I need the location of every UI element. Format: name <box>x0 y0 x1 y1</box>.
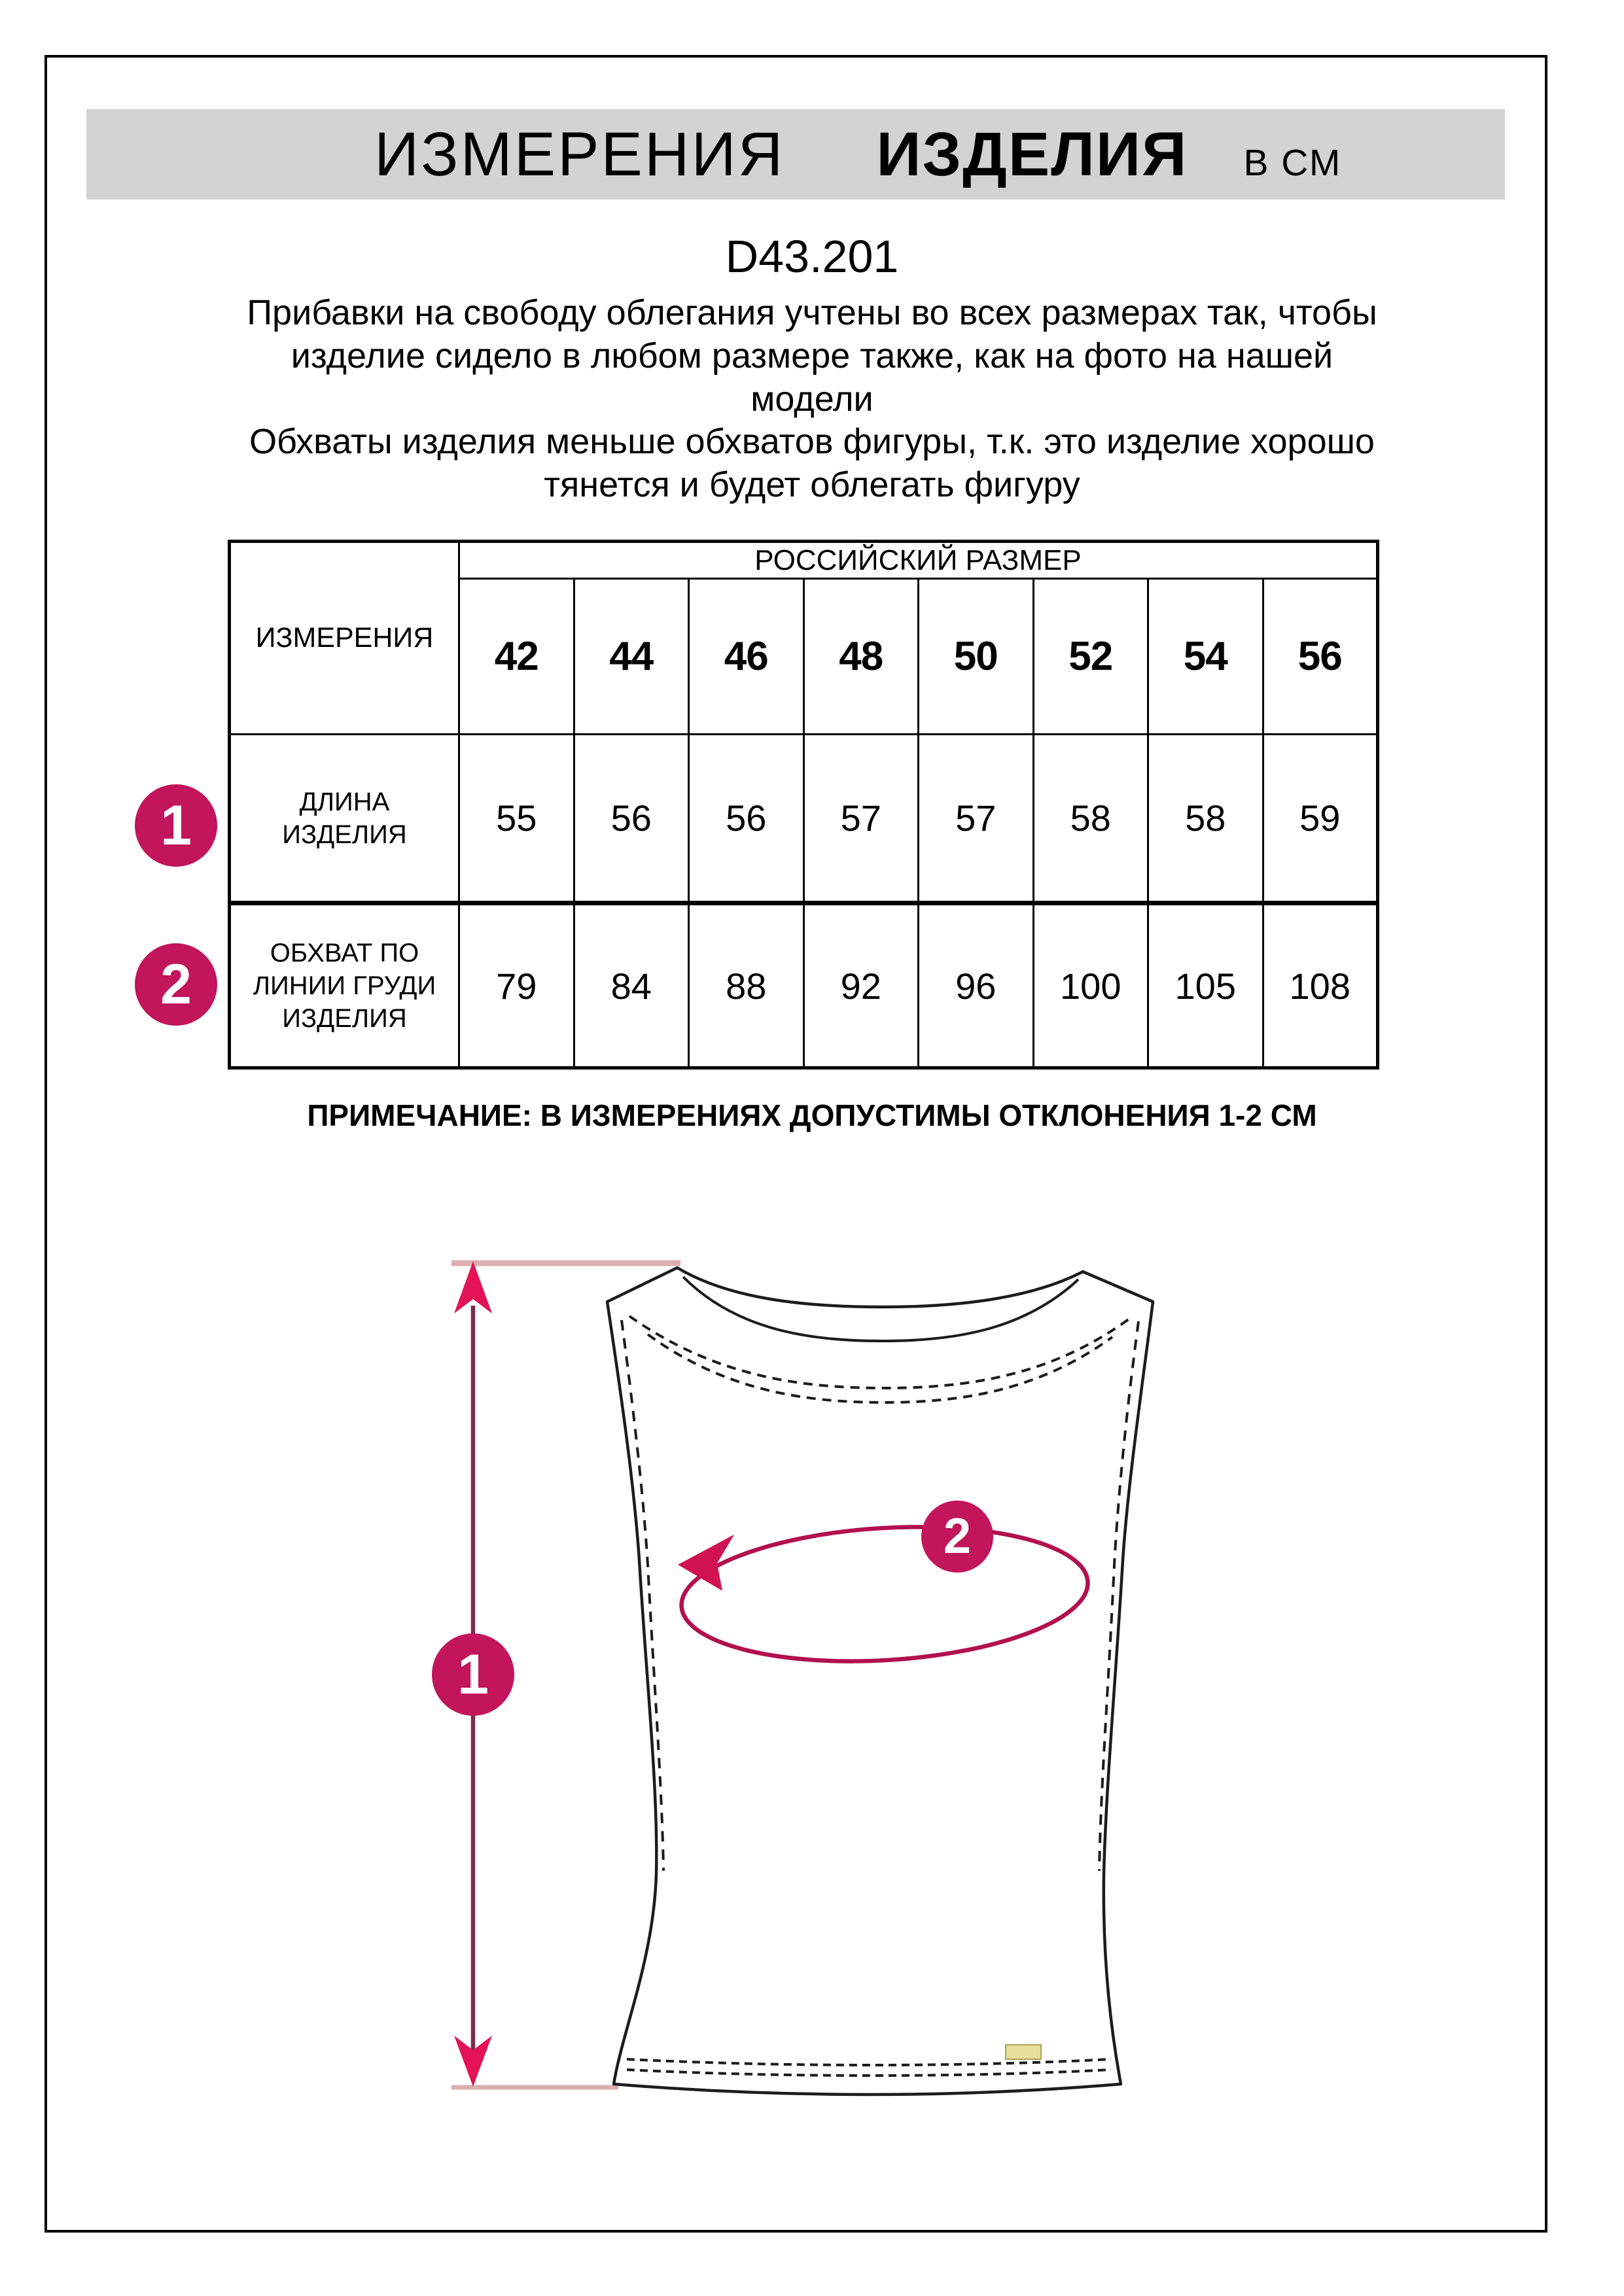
size-col-54: 54 <box>1148 579 1263 735</box>
table-row-length <box>230 735 1378 903</box>
row2-value-44: 84 <box>574 903 689 1068</box>
intro2-line2: тянется и будет облегать фигуру <box>544 465 1080 504</box>
row2-label-line1: ОБХВАТ ПО <box>270 939 419 967</box>
row1-value-50: 57 <box>919 735 1034 903</box>
size-col-50: 50 <box>919 579 1034 735</box>
page-title <box>374 119 1341 190</box>
row1-value-46: 56 <box>689 735 804 903</box>
row2-value-46: 88 <box>689 903 804 1068</box>
title-unit-cm: В СМ <box>1243 141 1342 184</box>
size-system-header: РОССИЙСКИЙ РАЗМЕР <box>459 542 1378 579</box>
diagram-length-badge: 1 <box>432 1633 514 1716</box>
row1-value-54: 58 <box>1148 735 1263 903</box>
diagram-chest-badge: 2 <box>921 1501 993 1573</box>
table-corner-label: ИЗМЕРЕНИЯ <box>230 542 459 735</box>
intro1-line2: изделие сидело в любом размере также, как на фото на нашей <box>291 336 1333 375</box>
garment-outline <box>607 1268 1153 2095</box>
row1-value-44: 56 <box>574 735 689 903</box>
size-col-48: 48 <box>803 579 919 735</box>
row2-value-48: 92 <box>803 903 919 1068</box>
product-code: D43.201 <box>725 231 899 282</box>
garment-diagram <box>393 1230 1243 2146</box>
intro1-line1: Прибавки на свободу облегания учтены во всех размерах так, чтобы <box>247 293 1377 332</box>
row1-value-56: 59 <box>1263 735 1378 903</box>
row2-value-42: 79 <box>459 903 574 1068</box>
row1-label-line2: ИЗДЕЛИЯ <box>282 820 407 849</box>
size-col-56: 56 <box>1263 579 1378 735</box>
measurement-table <box>228 540 1379 1070</box>
row2-value-50: 96 <box>919 903 1034 1068</box>
title-word-measurements: ИЗМЕРЕНИЯ <box>374 119 785 189</box>
tolerance-note: ПРИМЕЧАНИЕ: В ИЗМЕРЕНИЯХ ДОПУСТИМЫ ОТКЛОНЕНИЯ 1-2 СМ <box>307 1098 1317 1132</box>
table-header-row <box>230 542 1378 579</box>
row2-label <box>230 903 459 1068</box>
row1-label <box>230 735 459 903</box>
hem-tag <box>1006 2045 1041 2059</box>
row1-value-48: 57 <box>803 735 919 903</box>
intro2-line1: Обхваты изделия меньше обхватов фигуры, т.к. это изделие хорошо <box>249 422 1375 461</box>
row1-value-42: 55 <box>459 735 574 903</box>
title-bar <box>86 109 1505 200</box>
table-row1-number-badge: 1 <box>135 784 217 867</box>
row2-label-line3: ИЗДЕЛИЯ <box>282 1004 407 1033</box>
table-row-chest <box>230 903 1378 1068</box>
row1-label-line1: ДЛИНА <box>299 787 390 816</box>
row2-label-line2: ЛИНИИ ГРУДИ <box>253 971 436 1000</box>
table-row2-number-badge: 2 <box>135 943 217 1026</box>
intro-paragraph-1 <box>223 291 1401 421</box>
row2-value-54: 105 <box>1148 903 1263 1068</box>
size-col-46: 46 <box>689 579 804 735</box>
size-col-42: 42 <box>459 579 574 735</box>
intro1-line3: модели <box>750 379 874 419</box>
row2-value-56: 108 <box>1263 903 1378 1068</box>
size-col-44: 44 <box>574 579 689 735</box>
row2-value-52: 100 <box>1033 903 1148 1068</box>
intro-paragraph-2 <box>223 420 1401 506</box>
title-word-product: ИЗДЕЛИЯ <box>876 119 1188 189</box>
size-col-52: 52 <box>1033 579 1148 735</box>
row1-value-52: 58 <box>1033 735 1148 903</box>
